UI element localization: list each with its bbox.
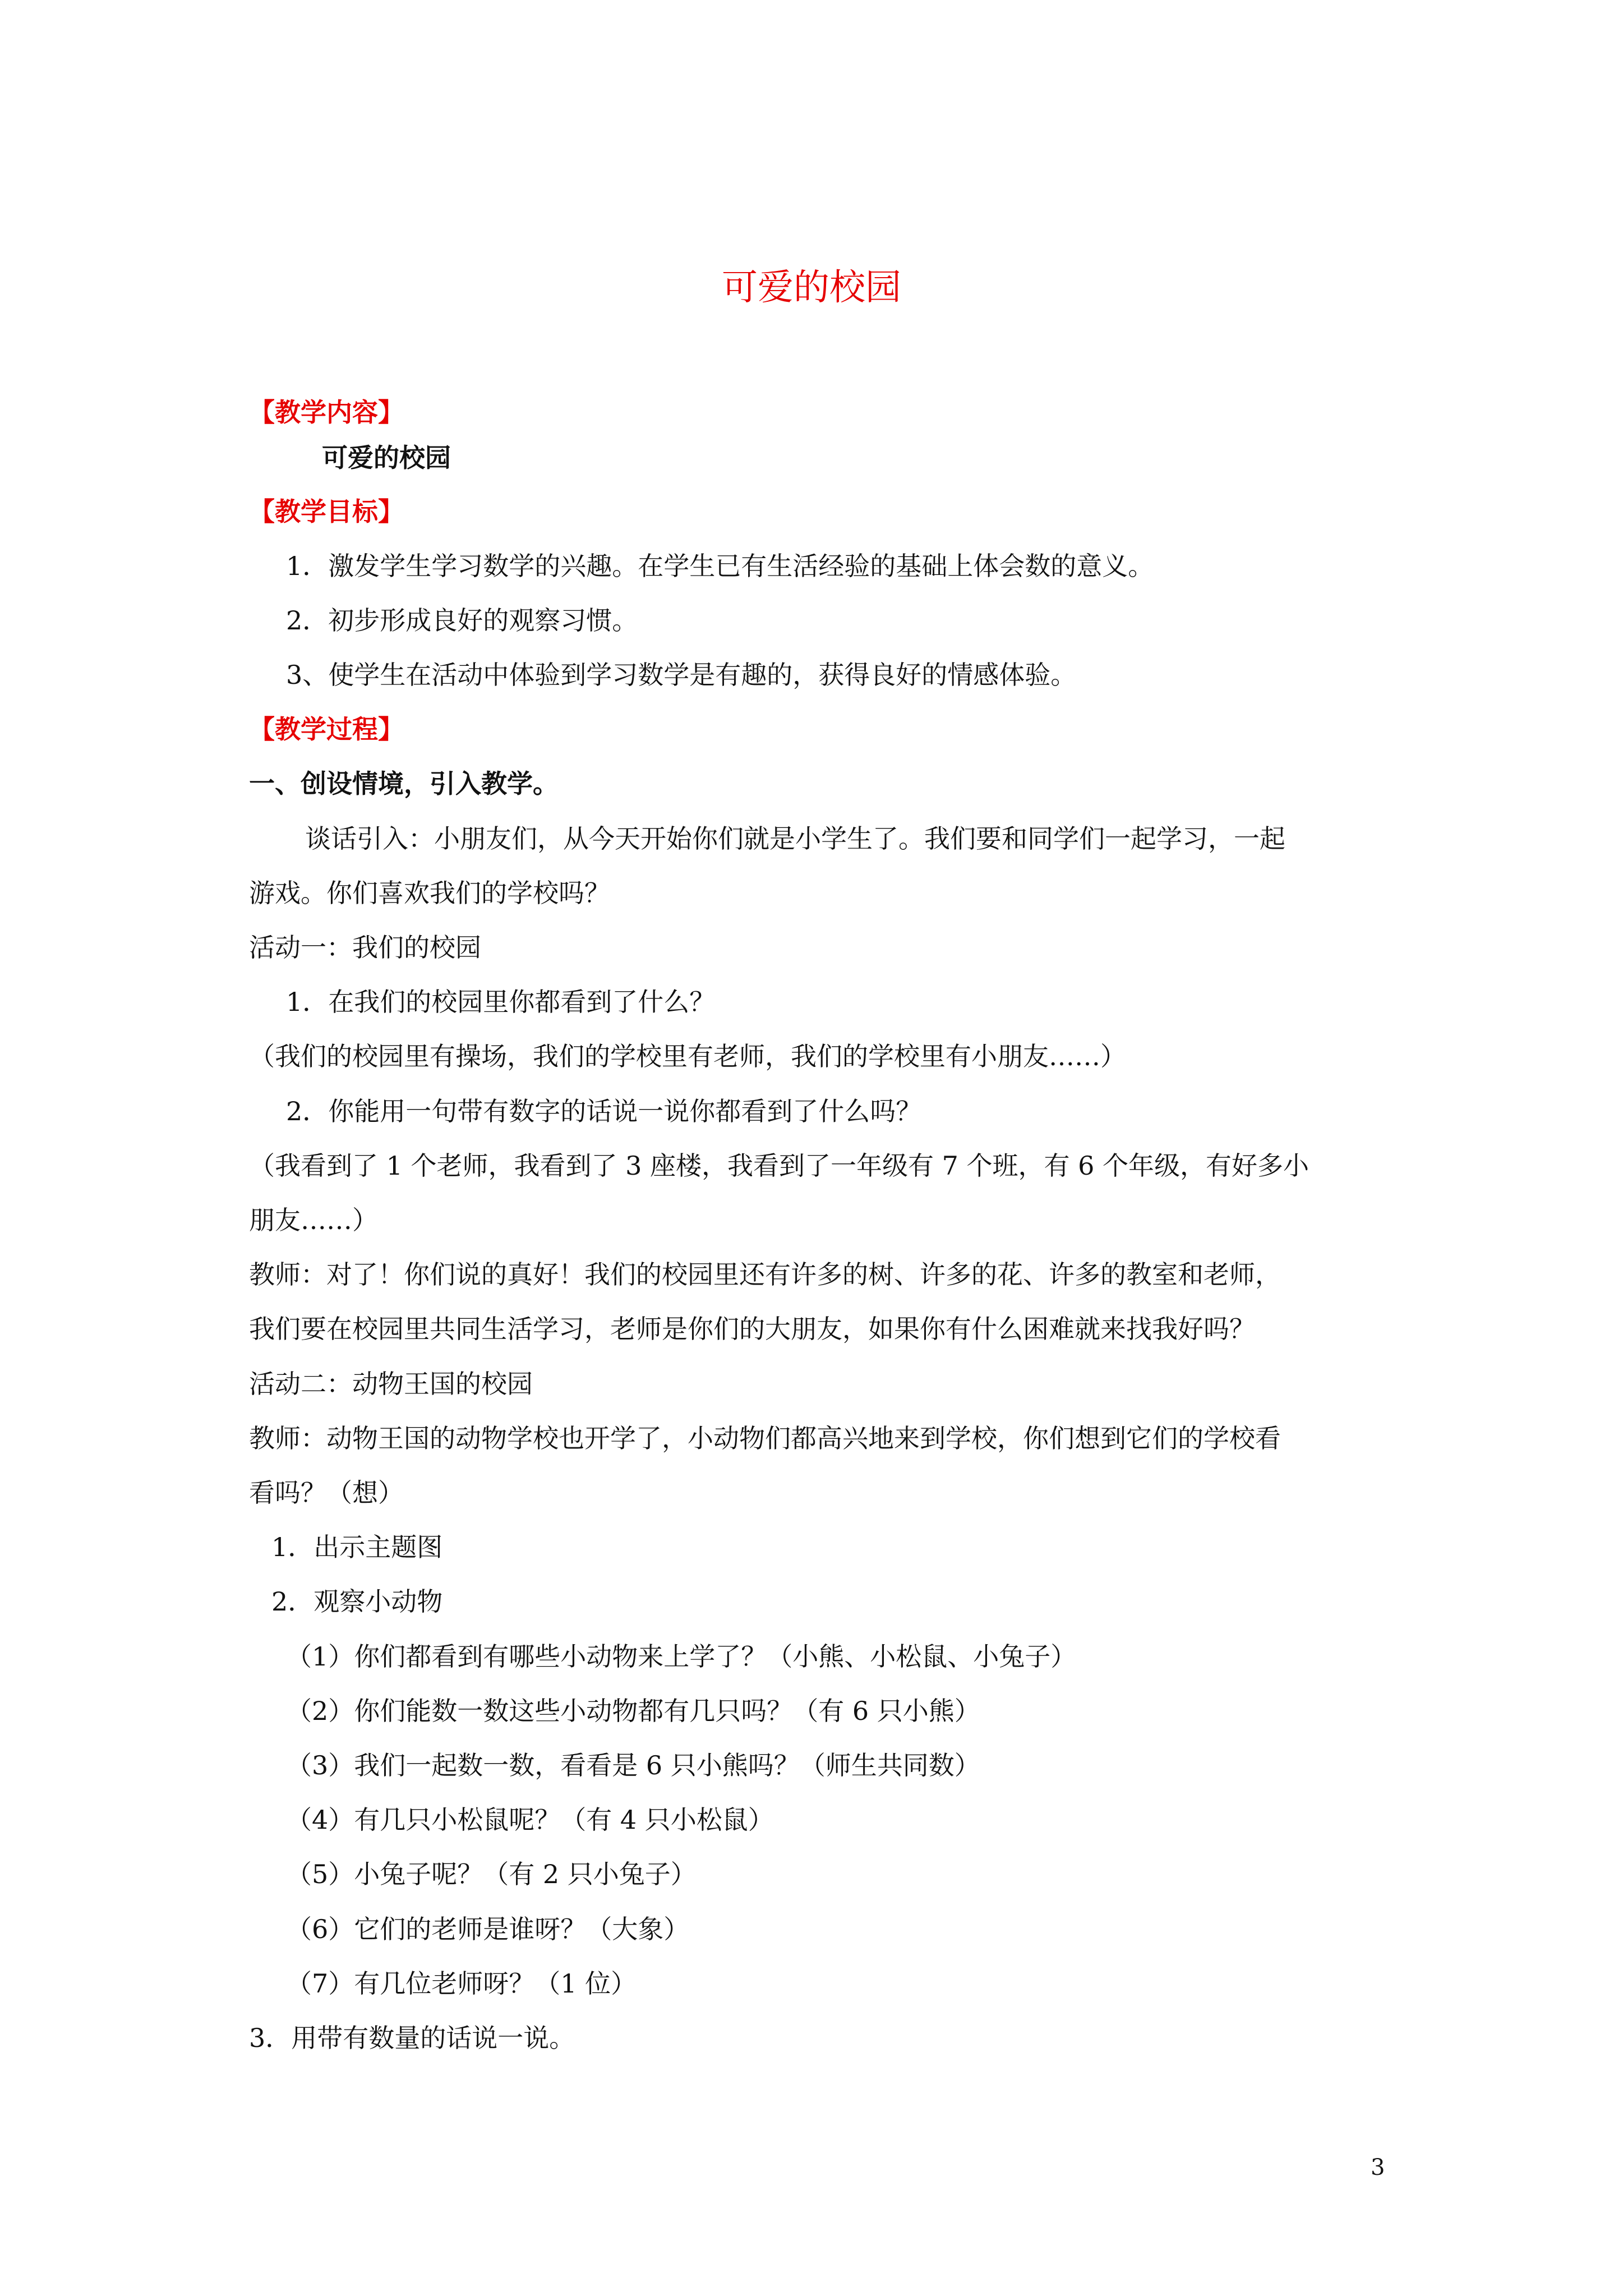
teacher-remark-line: 教师：对了！你们说的真好！我们的校园里还有许多的树、许多的花、许多的教室和老师， bbox=[249, 1259, 1281, 1290]
sub-question: （5）小兔子呢？（有 2 只小兔子） bbox=[286, 1859, 697, 1889]
teaching-goals-heading: 【教学目标】 bbox=[249, 496, 404, 527]
intro-paragraph-line: 谈话引入：小朋友们，从今天开始你们就是小学生了。我们要和同学们一起学习，一起 bbox=[305, 823, 1285, 854]
teaching-content-heading: 【教学内容】 bbox=[249, 397, 404, 427]
goal-item: 2．初步形成良好的观察习惯。 bbox=[286, 605, 638, 636]
activity-title: 活动一：我们的校园 bbox=[249, 932, 481, 963]
goal-item: 3、使学生在活动中体验到学习数学是有趣的，获得良好的情感体验。 bbox=[286, 660, 1077, 690]
activity-question: 1．在我们的校园里你都看到了什么？ bbox=[286, 987, 716, 1017]
teacher-remark-line: 教师：动物王国的动物学校也开学了，小动物们都高兴地来到学校，你们想到它们的学校看 bbox=[249, 1423, 1281, 1453]
teacher-remark-line: 看吗？（想） bbox=[249, 1478, 404, 1508]
page-number: 3 bbox=[1371, 2155, 1385, 2180]
sub-question: （4）有几只小松鼠呢？（有 4 只小松鼠） bbox=[286, 1805, 774, 1835]
activity-answer: （我看到了 1 个老师，我看到了 3 座楼，我看到了一年级有 7 个班，有 6 个年级，有好多小 bbox=[249, 1151, 1310, 1181]
intro-paragraph-line: 游戏。你们喜欢我们的学校吗？ bbox=[249, 878, 610, 908]
teaching-process-heading: 【教学过程】 bbox=[249, 714, 404, 744]
sub-question: （1）你们都看到有哪些小动物来上学了？（小熊、小松鼠、小兔子） bbox=[286, 1641, 1077, 1672]
activity-step: 3．用带有数量的话说一说。 bbox=[249, 2023, 575, 2053]
activity-question: 2．你能用一句带有数字的话说一说你都看到了什么吗？ bbox=[286, 1096, 922, 1126]
activity-title: 活动二：动物王国的校园 bbox=[249, 1369, 533, 1399]
sub-question: （6）它们的老师是谁呀？（大象） bbox=[286, 1914, 690, 1944]
teaching-content-body: 可爱的校园 bbox=[322, 443, 451, 473]
sub-question: （7）有几位老师呀？（1 位） bbox=[286, 1968, 637, 1999]
step-heading: 一、创设情境，引入教学。 bbox=[249, 769, 559, 799]
goal-item: 1．激发学生学习数学的兴趣。在学生已有生活经验的基础上体会数的意义。 bbox=[286, 551, 1154, 581]
sub-question: （3）我们一起数一数，看看是 6 只小熊吗？（师生共同数） bbox=[286, 1750, 980, 1780]
page-title: 可爱的校园 bbox=[722, 267, 901, 309]
activity-step: 2．观察小动物 bbox=[271, 1586, 443, 1617]
activity-answer: （我们的校园里有操场，我们的学校里有老师，我们的学校里有小朋友……） bbox=[249, 1041, 1126, 1071]
activity-step: 1．出示主题图 bbox=[271, 1532, 443, 1562]
teacher-remark-line: 我们要在校园里共同生活学习，老师是你们的大朋友，如果你有什么困难就来找我好吗？ bbox=[249, 1314, 1255, 1344]
activity-answer: 朋友……） bbox=[249, 1205, 378, 1235]
sub-question: （2）你们能数一数这些小动物都有几只吗？（有 6 只小熊） bbox=[286, 1696, 980, 1726]
